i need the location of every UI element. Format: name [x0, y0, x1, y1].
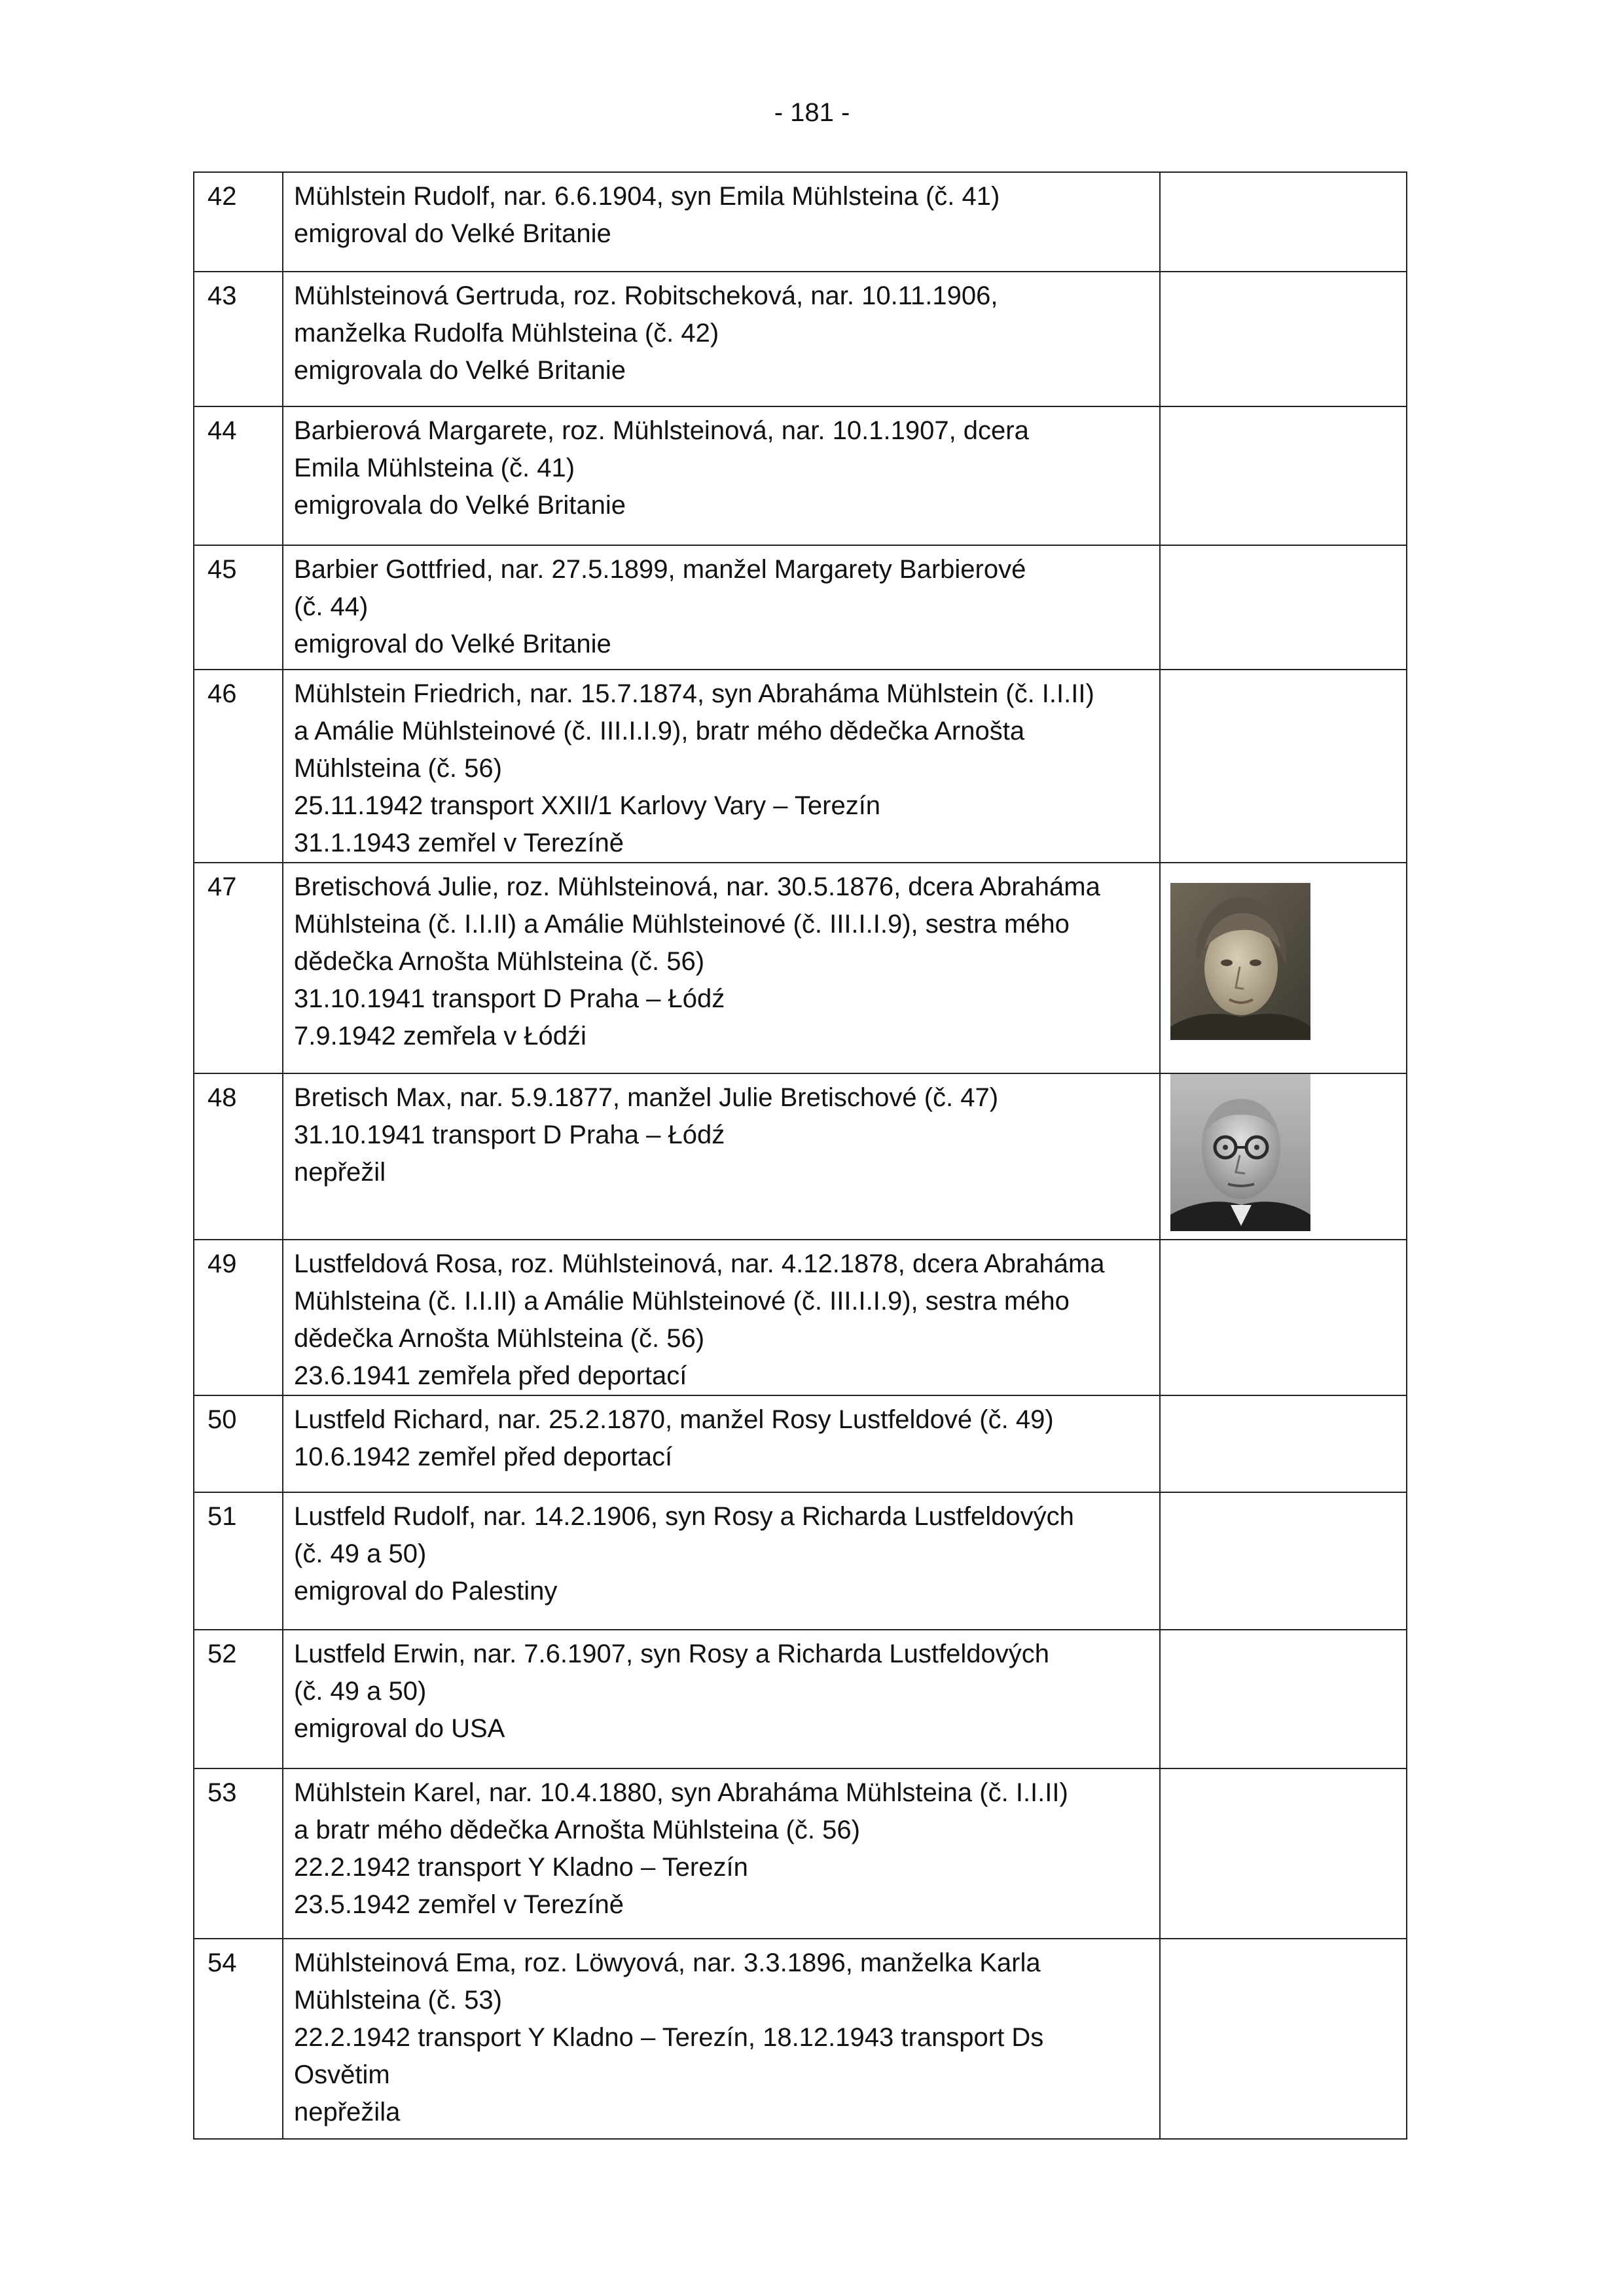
photo-cell	[1160, 1768, 1407, 1939]
entry-line: 31.10.1941 transport D Praha – Łódź	[294, 1121, 725, 1149]
entry-number: 51	[194, 1492, 283, 1630]
photo-cell	[1160, 1630, 1407, 1768]
entry-text	[283, 1939, 1160, 2139]
photo-cell	[1160, 1395, 1407, 1492]
photo-cell	[1160, 1492, 1407, 1630]
entry-line: Mühlsteinová Ema, roz. Löwyová, nar. 3.3.1896, manželka Karla	[294, 1948, 1041, 1977]
entry-line: emigrovala do Velké Britanie	[294, 491, 626, 520]
page-number: - 181 -	[774, 98, 850, 127]
entry-line: emigroval do Velké Britanie	[294, 219, 611, 248]
entry-number: 53	[194, 1768, 283, 1939]
entry-line: Bretisch Max, nar. 5.9.1877, manžel Julie Bretischové (č. 47)	[294, 1083, 999, 1112]
entry-line: dědečka Arnošta Mühlsteina (č. 56)	[294, 1324, 705, 1353]
genealogy-register-table	[193, 171, 1407, 2140]
table-row	[194, 863, 1407, 1073]
entry-line: Osvětim	[294, 2060, 390, 2089]
entry-number: 54	[194, 1939, 283, 2139]
table-row	[194, 172, 1407, 272]
table-row	[194, 670, 1407, 863]
entry-line: emigroval do Palestiny	[294, 1577, 558, 1605]
photo-cell	[1160, 272, 1407, 406]
entry-line: 22.2.1942 transport Y Kladno – Terezín	[294, 1853, 748, 1882]
entry-line: (č. 49 a 50)	[294, 1539, 427, 1568]
entry-line: 7.9.1942 zemřela v Łódźi	[294, 1022, 586, 1050]
entry-number: 50	[194, 1395, 283, 1492]
entry-line: dědečka Arnošta Mühlsteina (č. 56)	[294, 947, 705, 976]
entry-line: Mühlstein Karel, nar. 10.4.1880, syn Abraháma Mühlsteina (č. I.I.II)	[294, 1778, 1068, 1807]
entry-number: 52	[194, 1630, 283, 1768]
entry-line: Lustfeld Rudolf, nar. 14.2.1906, syn Rosy a Richarda Lustfeldových	[294, 1502, 1074, 1531]
entry-line: Barbier Gottfried, nar. 27.5.1899, manžel Margarety Barbierové	[294, 555, 1026, 584]
entry-line: Mühlsteina (č. 56)	[294, 754, 502, 783]
entry-number: 48	[194, 1073, 283, 1240]
entry-text	[283, 406, 1160, 545]
entry-text	[283, 272, 1160, 406]
table-row	[194, 1492, 1407, 1630]
entry-line: Mühlsteina (č. 53)	[294, 1986, 502, 2015]
entry-number: 43	[194, 272, 283, 406]
table-row	[194, 1240, 1407, 1395]
entry-line: Mühlsteina (č. I.I.II) a Amálie Mühlsteinové (č. III.I.I.9), sestra mého	[294, 910, 1070, 939]
entry-text	[283, 1768, 1160, 1939]
entry-line: emigroval do Velké Britanie	[294, 630, 611, 658]
entry-line: 23.6.1941 zemřela před deportací	[294, 1361, 687, 1390]
table-row	[194, 1395, 1407, 1492]
table-row	[194, 1073, 1407, 1240]
table-row	[194, 406, 1407, 545]
entry-line: Lustfeld Richard, nar. 25.2.1870, manžel Rosy Lustfeldové (č. 49)	[294, 1405, 1054, 1434]
entry-line: Mühlstein Friedrich, nar. 15.7.1874, syn Abraháma Mühlstein (č. I.I.II)	[294, 679, 1094, 708]
photo-cell	[1160, 863, 1407, 1073]
portrait-woman-photo	[1170, 883, 1310, 1040]
entry-number: 47	[194, 863, 283, 1073]
entry-number: 46	[194, 670, 283, 863]
photo-cell	[1160, 1073, 1407, 1240]
entry-line: a bratr mého dědečka Arnošta Mühlsteina (č. 56)	[294, 1816, 860, 1844]
photo-cell	[1160, 670, 1407, 863]
photo-cell	[1160, 545, 1407, 670]
entry-line: emigrovala do Velké Britanie	[294, 356, 626, 385]
table-row	[194, 545, 1407, 670]
entry-line: Mühlstein Rudolf, nar. 6.6.1904, syn Emila Mühlsteina (č. 41)	[294, 182, 1000, 211]
entry-line: Mühlsteina (č. I.I.II) a Amálie Mühlsteinové (č. III.I.I.9), sestra mého	[294, 1287, 1070, 1316]
entry-line: 23.5.1942 zemřel v Terezíně	[294, 1890, 624, 1919]
entry-number: 49	[194, 1240, 283, 1395]
photo-cell	[1160, 1240, 1407, 1395]
entry-text	[283, 1240, 1160, 1395]
entry-line: (č. 49 a 50)	[294, 1677, 427, 1706]
entry-text	[283, 172, 1160, 272]
entry-line: emigroval do USA	[294, 1714, 505, 1743]
entry-text	[283, 670, 1160, 863]
entry-line: manželka Rudolfa Mühlsteina (č. 42)	[294, 319, 719, 348]
entry-line: Barbierová Margarete, roz. Mühlsteinová, nar. 10.1.1907, dcera	[294, 416, 1029, 445]
entry-text	[283, 1073, 1160, 1240]
entry-line: Lustfeld Erwin, nar. 7.6.1907, syn Rosy a Richarda Lustfeldových	[294, 1640, 1049, 1668]
table-row	[194, 1939, 1407, 2139]
entry-number: 42	[194, 172, 283, 272]
table-row	[194, 1768, 1407, 1939]
entry-text	[283, 545, 1160, 670]
entry-line: (č. 44)	[294, 592, 369, 621]
entry-text	[283, 863, 1160, 1073]
entry-line: nepřežil	[294, 1158, 386, 1187]
entry-line: 31.10.1941 transport D Praha – Łódź	[294, 984, 725, 1013]
table-row	[194, 1630, 1407, 1768]
entry-line: 31.1.1943 zemřel v Terezíně	[294, 829, 624, 857]
photo-cell	[1160, 172, 1407, 272]
entry-line: 22.2.1942 transport Y Kladno – Terezín, 18.12.1943 transport Ds	[294, 2023, 1044, 2052]
entry-line: Mühlsteinová Gertruda, roz. Robitscheková, nar. 10.11.1906,	[294, 281, 998, 310]
entry-line: 25.11.1942 transport XXII/1 Karlovy Vary – Terezín	[294, 791, 881, 820]
entry-line: nepřežila	[294, 2098, 401, 2126]
entry-line: Lustfeldová Rosa, roz. Mühlsteinová, nar. 4.12.1878, dcera Abraháma	[294, 1249, 1105, 1278]
entry-line: 10.6.1942 zemřel před deportací	[294, 1443, 673, 1471]
entry-line: Bretischová Julie, roz. Mühlsteinová, nar. 30.5.1876, dcera Abraháma	[294, 872, 1100, 901]
entry-line: Emila Mühlsteina (č. 41)	[294, 454, 575, 482]
entry-number: 44	[194, 406, 283, 545]
entry-text	[283, 1492, 1160, 1630]
photo-cell	[1160, 406, 1407, 545]
entry-text	[283, 1630, 1160, 1768]
table-row	[194, 272, 1407, 406]
photo-cell	[1160, 1939, 1407, 2139]
entry-number: 45	[194, 545, 283, 670]
entry-text	[283, 1395, 1160, 1492]
portrait-man-photo	[1170, 1074, 1310, 1231]
entry-line: a Amálie Mühlsteinové (č. III.I.I.9), bratr mého dědečka Arnošta	[294, 717, 1025, 745]
